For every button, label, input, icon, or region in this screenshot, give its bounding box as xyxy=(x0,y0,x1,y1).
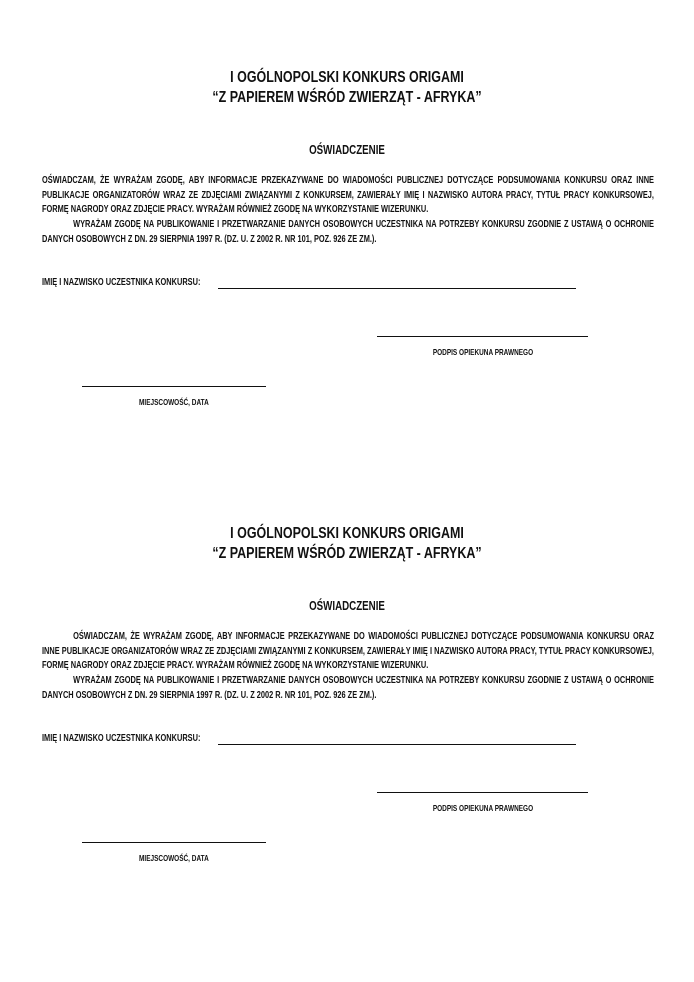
place-date-label: MIEJSCOWOŚĆ, DATA xyxy=(139,853,209,863)
statement-heading: OŚWIADCZENIE xyxy=(309,143,385,157)
participant-name-row xyxy=(42,276,582,292)
consent-paragraph-1-text: OŚWIADCZAM, ŻE WYRAŻAM ZGODĘ, ABY INFORMACJE PRZEKAZYWANE DO WIADOMOŚCI PUBLICZNEJ DOTYCZĄCE PODSUMOWANIA KONKURSU ORAZ INNE PUBLIKACJE ORGANIZATORÓW WRAZ ZE ZDJĘCIAMI ZWIĄZANYMI Z KONKURSEM, ZAWIERAŁY IMIĘ I NAZWISKO AUTORA PRACY, TYTUŁ PRACY KONKURSOWEJ, FORMĘ NAGRODY ORAZ ZDJĘCIE PRACY. WYRAŻAM RÓWNIEŻ ZGODĘ NA WYKORZYSTANIE WIZERUNKU. xyxy=(42,631,654,671)
place-date-field[interactable] xyxy=(82,386,266,387)
guardian-signature-field[interactable] xyxy=(377,792,588,793)
consent-paragraph-2 xyxy=(42,674,654,703)
consent-paragraph-1 xyxy=(42,630,654,674)
participant-name-row xyxy=(42,732,582,748)
consent-paragraph-2-text: WYRAŻAM ZGODĘ NA PUBLIKOWANIE I PRZETWARZANIE DANYCH OSOBOWYCH UCZESTNIKA NA POTRZEBY KONKURSU ZGODNIE Z USTAWĄ O OCHRONIE DANYCH OSOBOWYCH Z DN. 29 SIERPNIA 1997 R. (DZ. U. Z 2002 R. NR 101, POZ. 926 ZE ZM.). xyxy=(42,675,654,701)
participant-name-field[interactable] xyxy=(218,288,576,289)
form-title-line-1: I OGÓLNOPOLSKI KONKURS ORIGAMI xyxy=(230,525,464,542)
form-title-line-1: I OGÓLNOPOLSKI KONKURS ORIGAMI xyxy=(230,69,464,86)
place-date-label: MIEJSCOWOŚĆ, DATA xyxy=(139,397,209,407)
guardian-signature-field[interactable] xyxy=(377,336,588,337)
participant-name-label: IMIĘ I NAZWISKO UCZESTNIKA KONKURSU: xyxy=(42,733,201,744)
consent-paragraph-2 xyxy=(42,218,654,247)
consent-paragraph-1 xyxy=(42,174,654,218)
form-title-line-2: “Z PAPIEREM WŚRÓD ZWIERZĄT - AFRYKA” xyxy=(212,89,482,106)
form-title-line-2: “Z PAPIEREM WŚRÓD ZWIERZĄT - AFRYKA” xyxy=(212,545,482,562)
guardian-signature-label: PODPIS OPIEKUNA PRAWNEGO xyxy=(432,347,533,357)
consent-paragraph-2-text: WYRAŻAM ZGODĘ NA PUBLIKOWANIE I PRZETWARZANIE DANYCH OSOBOWYCH UCZESTNIKA NA POTRZEBY KONKURSU ZGODNIE Z USTAWĄ O OCHRONIE DANYCH OSOBOWYCH Z DN. 29 SIERPNIA 1997 R. (DZ. U. Z 2002 R. NR 101, POZ. 926 ZE ZM.). xyxy=(42,219,654,245)
consent-paragraph-1-text: OŚWIADCZAM, ŻE WYRAŻAM ZGODĘ, ABY INFORMACJE PRZEKAZYWANE DO WIADOMOŚCI PUBLICZNEJ DOTYCZĄCE PODSUMOWANIA KONKURSU ORAZ INNE PUBLIKACJE ORGANIZATORÓW WRAZ ZE ZDJĘCIAMI ZWIĄZANYMI Z KONKURSEM, ZAWIERAŁY IMIĘ I NAZWISKO AUTORA PRACY, TYTUŁ PRACY KONKURSOWEJ, FORMĘ NAGRODY ORAZ ZDJĘCIE PRACY. WYRAŻAM RÓWNIEŻ ZGODĘ NA WYKORZYSTANIE WIZERUNKU. xyxy=(42,175,654,215)
guardian-signature-label: PODPIS OPIEKUNA PRAWNEGO xyxy=(432,803,533,813)
place-date-field[interactable] xyxy=(82,842,266,843)
participant-name-label: IMIĘ I NAZWISKO UCZESTNIKA KONKURSU: xyxy=(42,277,201,288)
statement-heading: OŚWIADCZENIE xyxy=(309,599,385,613)
participant-name-field[interactable] xyxy=(218,744,576,745)
